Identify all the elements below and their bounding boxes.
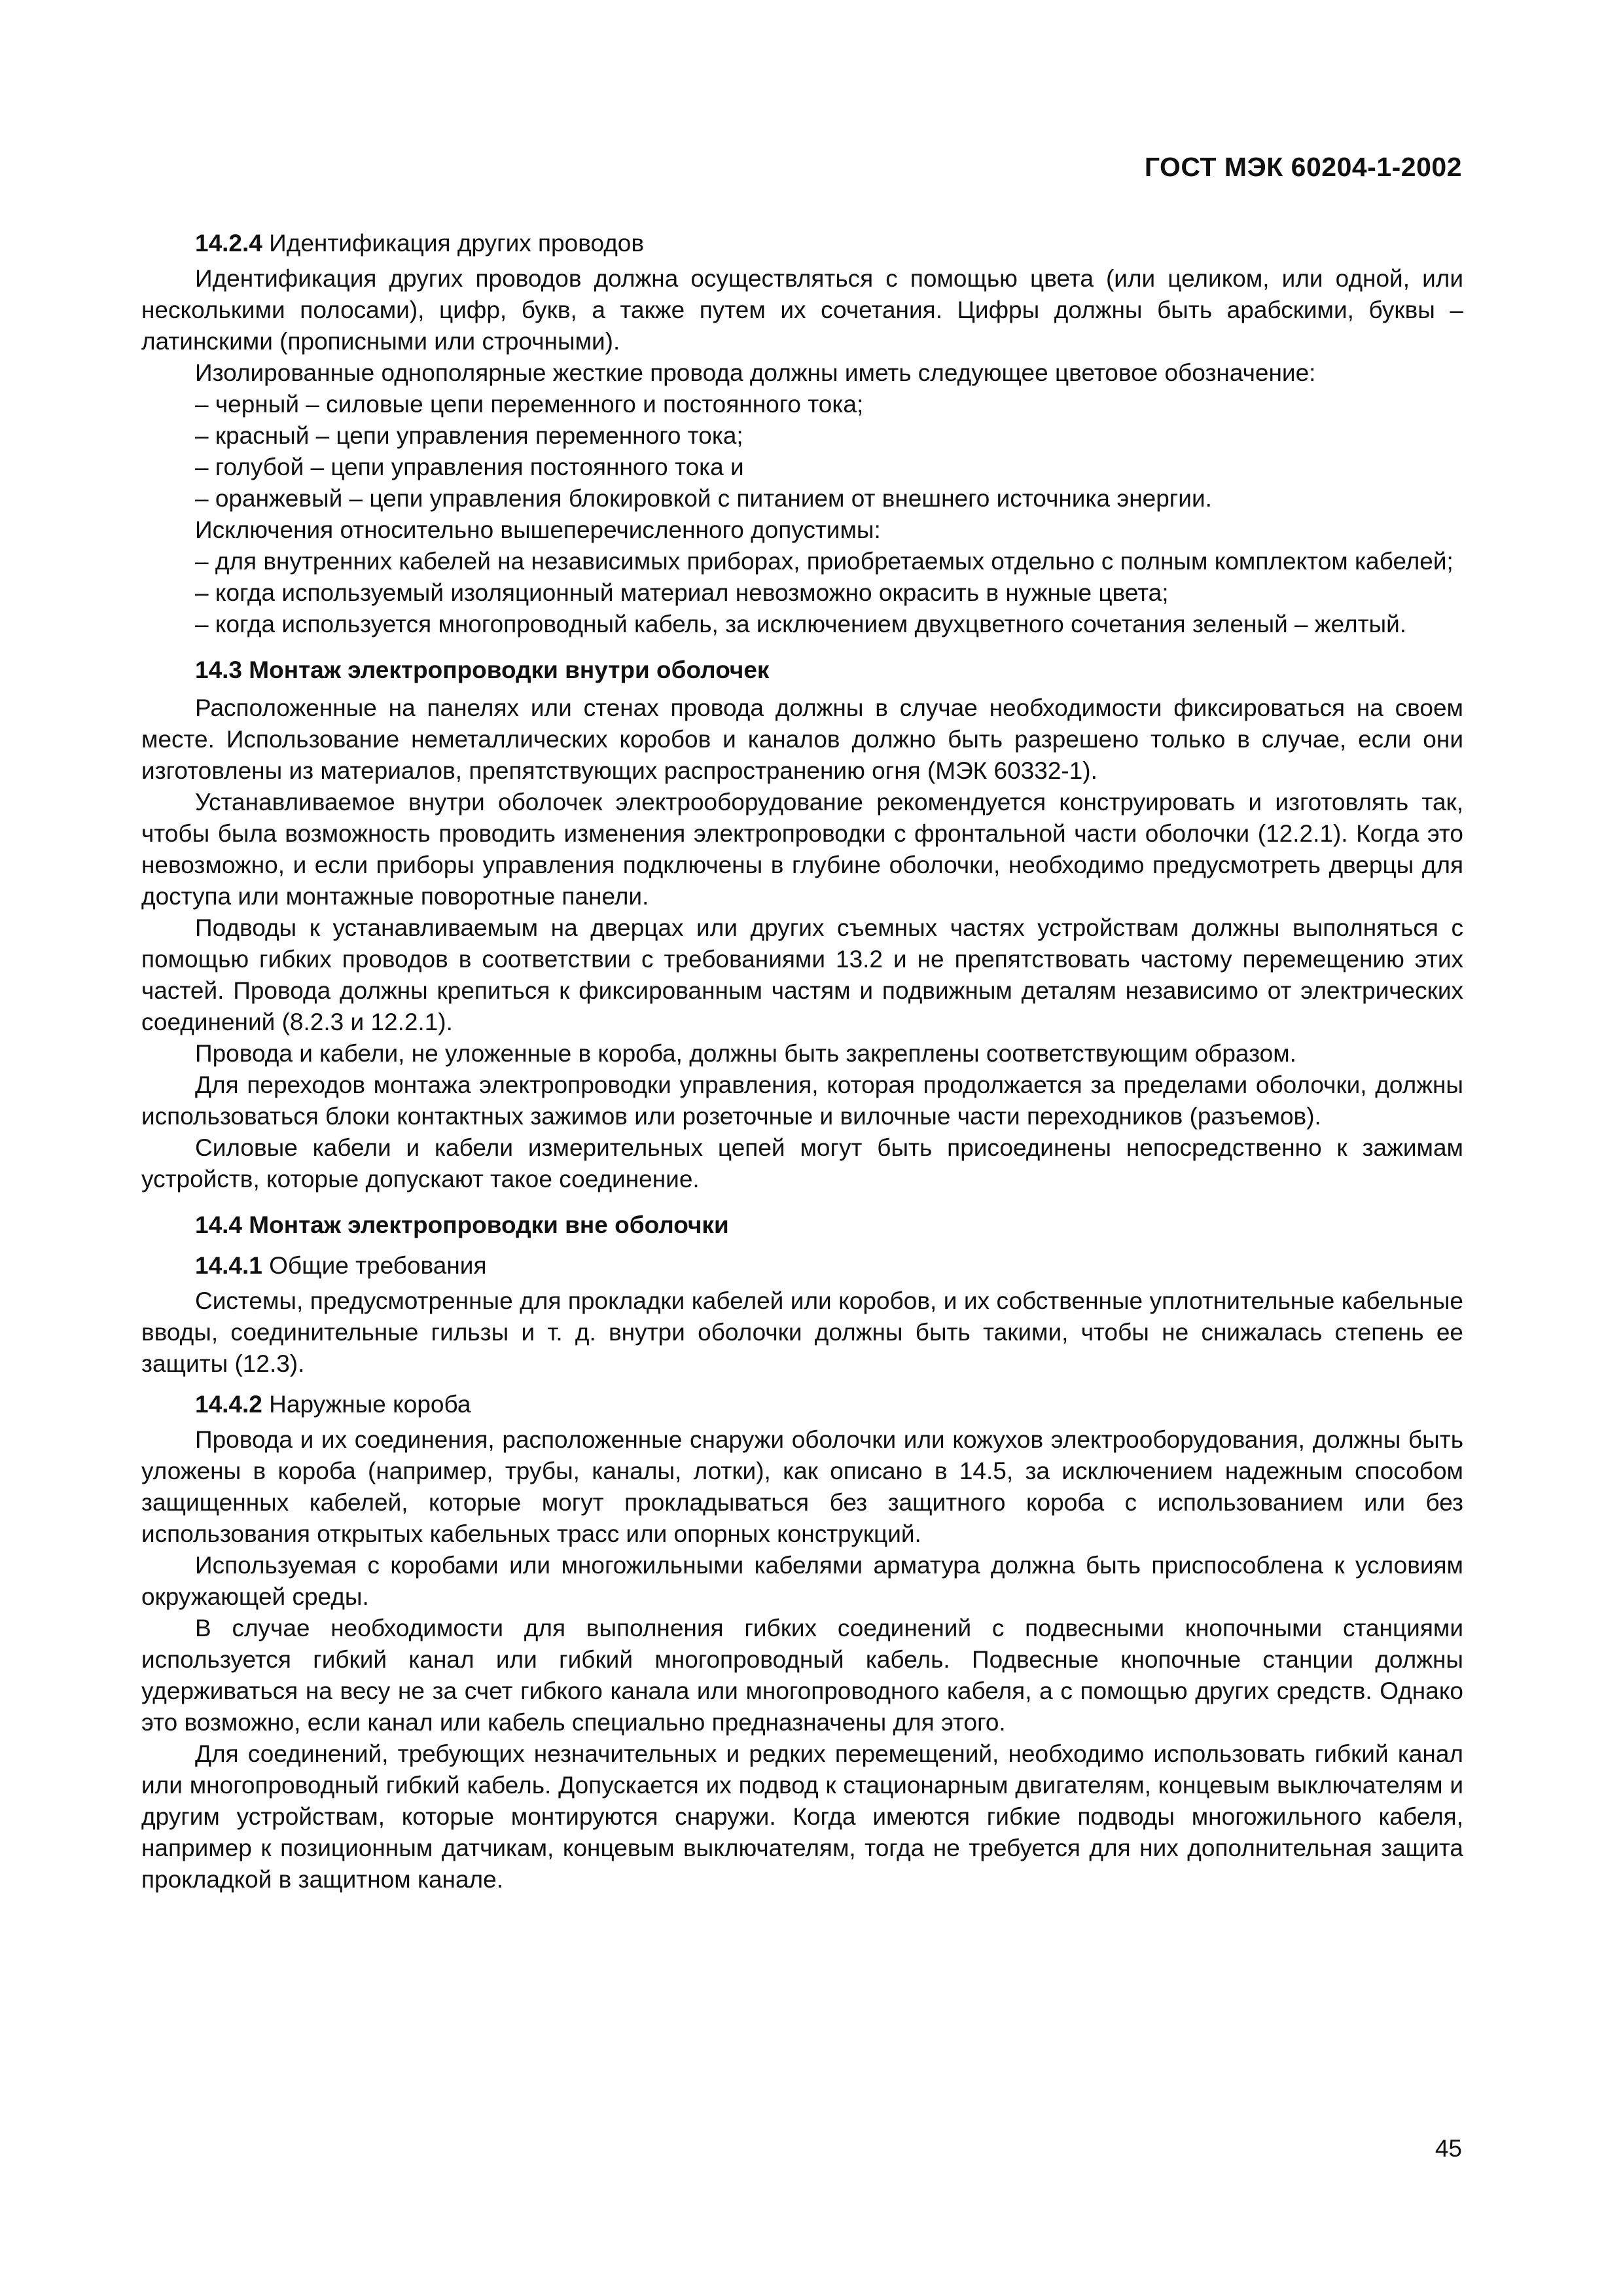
paragraph: Для соединений, требующих незначительных и редких перемещений, необходимо использовать гибкий канал или многопроводный гибкий кабель. Допускается их подвод к стационарным двигателям, концевым выключателям и другим устройствам, которые монтируются снаружи. Когда имеются гибкие подводы многожильного кабеля, например к позиционным датчикам, концевым выключателям, тогда не требуется для них дополнительная защита прокладкой в защитном канале.: [141, 1740, 1463, 1893]
paragraph: Исключения относительно вышеперечисленного допустимы:: [195, 516, 881, 543]
list-item: – когда используется многопроводный кабель, за исключением двухцветного сочетания зеленый – желтый.: [195, 611, 1407, 637]
paragraph: Подводы к устанавливаемым на дверцах или других съемных частях устройствам должны выполняться с помощью гибких проводов в соответствии с требованиями 13.2 и не препятствовать частому перемещению этих частей. Провода должны крепиться к фиксированным частям и подвижным деталям независимо от электрических соединений (8.2.3 и 12.2.1).: [141, 914, 1463, 1035]
paragraph: Идентификация других проводов должна осуществляться с помощью цвета (или целиком, или одной, или несколькими полосами), цифр, букв, а также путем их сочетания. Цифры должны быть арабскими, буквы – латинскими (прописными или строчными).: [141, 265, 1463, 355]
paragraph: Провода и кабели, не уложенные в короба, должны быть закреплены соответствующим образом.: [195, 1040, 1296, 1067]
paragraph: Устанавливаемое внутри оболочек электрооборудование рекомендуется конструировать и изготовлять так, чтобы была возможность проводить изменения электропроводки с фронтальной части оболочки (12.2.1). Когда это невозможно, и если приборы управления подключены в глубине оболочки, необходимо предусмотреть дверцы для доступа или монтажные поворотные панели.: [141, 789, 1463, 910]
list-item: – для внутренних кабелей на независимых приборах, приобретаемых отдельно с полным комплектом кабелей;: [195, 548, 1454, 575]
paragraph: Провода и их соединения, расположенные снаружи оболочки или кожухов электрооборудования, должны быть уложены в короба (например, трубы, каналы, лотки), как описано в 14.5, за исключением надежным способом защищенных кабелей, которые могут прокладываться без защитного короба с использованием или без использования открытых кабельных трасс или опорных конструкций.: [141, 1426, 1463, 1547]
page-number: 45: [1435, 2135, 1462, 2162]
list-item: – голубой – цепи управления постоянного тока и: [195, 454, 744, 480]
section-title: Общие требования: [269, 1252, 487, 1279]
paragraph: Для переходов монтажа электропроводки управления, которая продолжается за пределами оболочки, должны использоваться блоки контактных зажимов или розеточные и вилочные части переходников (разъемов).: [141, 1071, 1463, 1130]
section-14-4-2-heading: [141, 1389, 1463, 1420]
section-number: 14.2.4: [195, 230, 262, 257]
section-14-4-1-heading: [141, 1250, 1463, 1282]
list-item: – оранжевый – цепи управления блокировкой с питанием от внешнего источника энергии.: [195, 485, 1212, 512]
section-title: Идентификация других проводов: [269, 230, 645, 257]
paragraph: Силовые кабели и кабели измерительных цепей могут быть присоединены непосредственно к зажимам устройств, которые допускают такое соединение.: [141, 1134, 1463, 1193]
list-item: – красный – цепи управления переменного тока;: [195, 422, 743, 449]
document-code: ГОСТ МЭК 60204-1-2002: [1144, 152, 1462, 182]
list-item: – когда используемый изоляционный материал невозможно окрасить в нужные цвета;: [195, 579, 1169, 606]
section-number: 14.4.1: [195, 1252, 262, 1279]
paragraph: Изолированные однополярные жесткие провода должны иметь следующее цветовое обозначение:: [195, 359, 1316, 386]
section-number: 14.4.2: [195, 1391, 262, 1418]
section-14-4-heading: 14.4 Монтаж электропроводки вне оболочки: [195, 1211, 729, 1238]
section-14-2-4-heading: [141, 228, 1463, 259]
paragraph: Используемая с коробами или многожильными кабелями арматура должна быть приспособлена к условиям окружающей среды.: [141, 1552, 1463, 1610]
document-body: [141, 228, 1463, 1895]
paragraph: Расположенные на панелях или стенах провода должны в случае необходимости фиксироваться на своем месте. Использование неметаллических коробов и каналов должно быть разрешено только в случае, если они изготовлены из материалов, препятствующих распространению огня (МЭК 60332-1).: [141, 694, 1463, 784]
list-item: – черный – силовые цепи переменного и постоянного тока;: [195, 391, 864, 418]
paragraph: В случае необходимости для выполнения гибких соединений с подвесными кнопочными станциями используется гибкий канал или гибкий многопроводный кабель. Подвесные кнопочные станции должны удерживаться на весу не за счет гибкого канала или многопроводного кабеля, а с помощью других средств. Однако это возможно, если канал или кабель специально предназначены для этого.: [141, 1615, 1463, 1736]
paragraph: Системы, предусмотренные для прокладки кабелей или коробов, и их собственные уплотнительные кабельные вводы, соединительные гильзы и т. д. внутри оболочки должны быть такими, чтобы не снижалась степень ее защиты (12.3).: [141, 1287, 1463, 1377]
section-14-3-heading: 14.3 Монтаж электропроводки внутри оболочек: [195, 656, 770, 683]
section-title: Наружные короба: [269, 1391, 471, 1418]
